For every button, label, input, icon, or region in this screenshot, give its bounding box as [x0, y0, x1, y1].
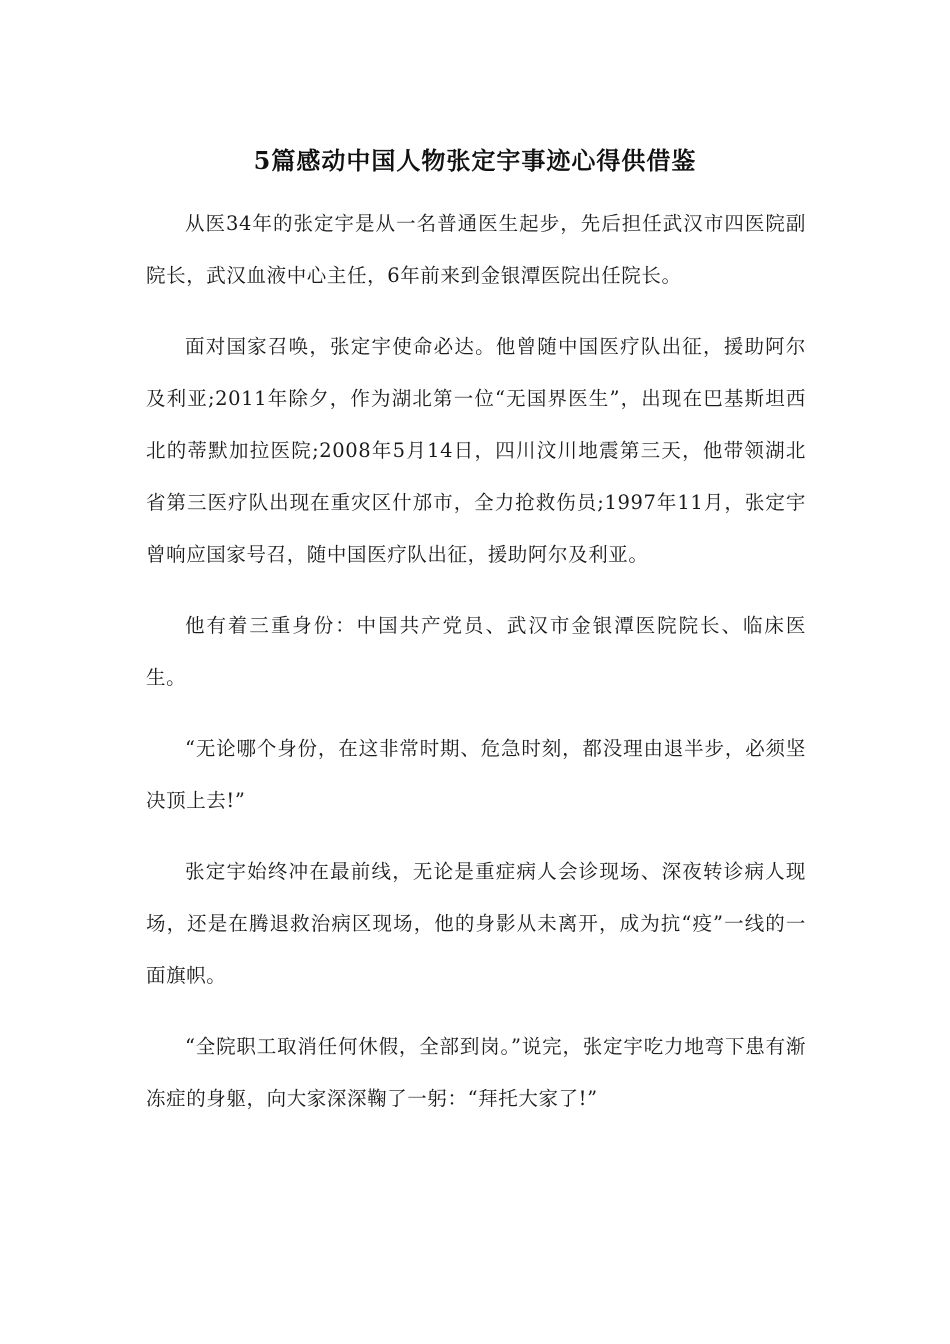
paragraph-3: 他有着三重身份：中国共产党员、武汉市金银潭医院院长、临床医生。: [146, 614, 806, 689]
paragraph-6: “全院职工取消任何休假，全部到岗。”说完，张定宇吃力地弯下患有渐冻症的身躯，向大家深深鞠了一躬：“拜托大家了!”: [146, 1035, 806, 1110]
document-title: 5篇感动中国人物张定宇事迹心得供借鉴: [253, 146, 697, 175]
paragraph-2: 面对国家召唤，张定宇使命必达。他曾随中国医疗队出征，援助阿尔及利亚;2011年除夕，作为湖北第一位“无国界医生”，出现在巴基斯坦西北的蒂默加拉医院;2008年5月14日，四川汶川地震第三天，他带领湖北省第三医疗队出现在重灾区什邡市，全力抢救伤员;1997年11月，张定宇曾响应国家号召，随中国医疗队出征，援助阿尔及利亚。: [146, 335, 806, 566]
paragraph-5: 张定宇始终冲在最前线，无论是重症病人会诊现场、深夜转诊病人现场，还是在腾退救治病区现场，他的身影从未离开，成为抗“疫”一线的一面旗帜。: [146, 860, 806, 987]
document-body: [146, 198, 806, 1144]
paragraph-1: 从医34年的张定宇是从一名普通医生起步，先后担任武汉市四医院副院长，武汉血液中心主任，6年前来到金银潭医院出任院长。: [146, 212, 806, 287]
paragraph-4: “无论哪个身份，在这非常时期、危急时刻，都没理由退半步，必须坚决顶上去!”: [146, 737, 806, 812]
